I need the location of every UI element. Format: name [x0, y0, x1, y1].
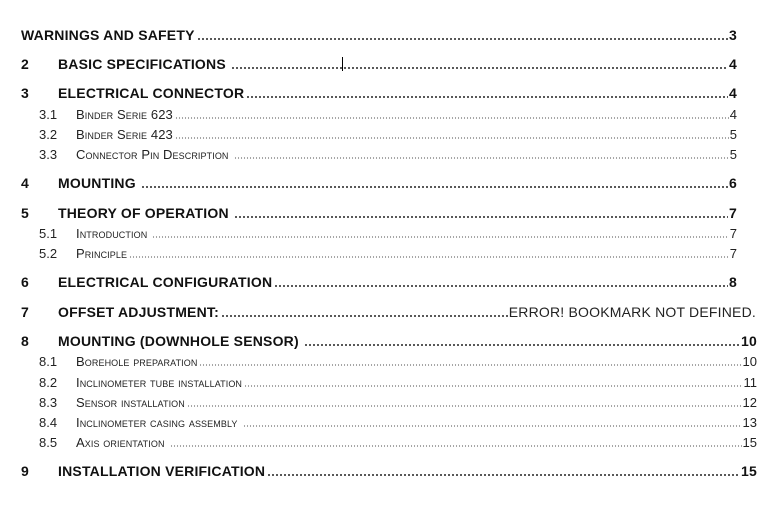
toc-entry-offset-adjustment[interactable]: [0, 302, 756, 320]
dot-leader: [170, 445, 742, 447]
toc-entry-number: 5: [21, 205, 29, 221]
toc-entry-title: WARNINGS AND SAFETY: [21, 27, 195, 43]
dot-leader: [141, 186, 728, 188]
toc-entry-page: 4: [729, 56, 737, 72]
toc-entry-number: 8: [21, 333, 29, 349]
toc-entry-sensor-installation[interactable]: [0, 392, 757, 410]
toc-entry-number: 6: [21, 274, 29, 290]
toc-entry-title: Sensor installation: [76, 395, 185, 410]
toc-entry-page: 3: [729, 27, 737, 43]
toc-entry-inclinometer-tube-installation[interactable]: [0, 372, 757, 390]
dot-leader: [234, 157, 729, 159]
toc-entry-number: 8.4: [39, 415, 58, 430]
toc-entry-title: Inclinometer tube installation: [76, 375, 243, 390]
toc-entry-title: Binder Serie 623: [76, 107, 173, 122]
dot-leader: [267, 474, 740, 476]
toc-entry-title: Binder Serie 423: [76, 127, 173, 142]
toc-entry-title: BASIC SPECIFICATIONS: [58, 56, 226, 72]
toc-entry-number: 8.3: [39, 395, 58, 410]
toc-entry-title: Borehole preparation: [76, 354, 198, 369]
bookmark-error-text: ERROR! BOOKMARK NOT DEFINED.: [508, 304, 756, 320]
toc-entry-title: Inclinometer casing assembly: [76, 415, 238, 430]
dot-leader: [152, 236, 728, 238]
toc-entry-electrical-configuration[interactable]: [0, 272, 737, 290]
dot-leader: [231, 67, 728, 69]
text-cursor: [342, 57, 343, 71]
toc-entry-mounting[interactable]: [0, 173, 737, 191]
dot-leader: [175, 137, 729, 139]
dot-leader: [129, 256, 729, 258]
toc-entry-title: ELECTRICAL CONFIGURATION: [58, 274, 273, 290]
toc-entry-title: MOUNTING (DOWNHOLE SENSOR): [58, 333, 299, 349]
toc-entry-page: 5: [729, 127, 737, 142]
toc-entry-number: 3.1: [39, 107, 58, 122]
toc-entry-number: 8.5: [39, 435, 58, 450]
dot-leader: [221, 315, 508, 317]
toc-entry-title: ELECTRICAL CONNECTOR: [58, 85, 245, 101]
toc-entry-title: Axis orientation: [76, 435, 165, 450]
toc-entry-electrical-connector[interactable]: [0, 83, 737, 101]
toc-entry-number: 3.3: [39, 147, 58, 162]
toc-entry-mounting-downhole-sensor[interactable]: [0, 331, 757, 349]
dot-leader: [187, 405, 742, 407]
toc-entry-number: 8.1: [39, 354, 58, 369]
toc-entry-title: MOUNTING: [58, 175, 136, 191]
toc-entry-title: OFFSET ADJUSTMENT:: [58, 304, 219, 320]
toc-entry-page: 13: [742, 415, 757, 430]
dot-leader: [244, 385, 742, 387]
toc-entry-page: 15: [742, 435, 757, 450]
dot-leader: [175, 117, 729, 119]
toc-entry-title: INSTALLATION VERIFICATION: [58, 463, 266, 479]
toc-entry-axis-orientation[interactable]: [0, 432, 757, 450]
toc-entry-title: Introduction: [76, 226, 148, 241]
dot-leader: [274, 285, 728, 287]
toc-entry-title: Principle: [76, 246, 128, 261]
toc-entry-page: 15: [741, 463, 757, 479]
toc-entry-page: 7: [729, 226, 737, 241]
toc-entry-theory-of-operation[interactable]: [0, 203, 737, 221]
toc-entry-page: 6: [729, 175, 737, 191]
dot-leader: [304, 344, 740, 346]
dot-leader: [246, 96, 728, 98]
toc-entry-binder-serie-623[interactable]: [0, 104, 737, 122]
dot-leader: [197, 38, 728, 40]
toc-entry-number: 4: [21, 175, 29, 191]
toc-entry-number: 3.2: [39, 127, 58, 142]
toc-entry-number: 5.2: [39, 246, 58, 261]
toc-entry-page: 4: [729, 107, 737, 122]
toc-entry-page: 7: [729, 205, 737, 221]
toc-entry-warnings-and-safety[interactable]: [0, 25, 737, 43]
dot-leader: [243, 425, 742, 427]
toc-entry-number: 7: [21, 304, 29, 320]
toc-entry-page: 4: [729, 85, 737, 101]
toc-entry-borehole-preparation[interactable]: [0, 351, 757, 369]
dot-leader: [234, 216, 728, 218]
dot-leader: [199, 364, 741, 366]
toc-entry-number: 9: [21, 463, 29, 479]
toc-entry-number: 2: [21, 56, 29, 72]
toc-entry-principle[interactable]: [0, 243, 737, 261]
toc-entry-page: 12: [742, 395, 757, 410]
toc-entry-installation-verification[interactable]: [0, 461, 757, 479]
toc-entry-page: 5: [729, 147, 737, 162]
toc-entry-binder-serie-423[interactable]: [0, 124, 737, 142]
toc-entry-page: 7: [729, 246, 737, 261]
toc-entry-connector-pin-description[interactable]: [0, 144, 737, 162]
toc-entry-page: 10: [741, 333, 757, 349]
toc-entry-title: THEORY OF OPERATION: [58, 205, 229, 221]
toc-entry-number: 5.1: [39, 226, 58, 241]
toc-entry-number: 8.2: [39, 375, 58, 390]
toc-entry-basic-specifications[interactable]: [0, 54, 737, 72]
toc-entry-number: 3: [21, 85, 29, 101]
toc-entry-page: 8: [729, 274, 737, 290]
toc-entry-title: Connector Pin Description: [76, 147, 229, 162]
toc-entry-inclinometer-casing-assembly[interactable]: [0, 412, 757, 430]
toc-entry-page: 10: [742, 354, 757, 369]
toc-entry-page: 11: [743, 375, 757, 390]
toc-entry-introduction[interactable]: [0, 223, 737, 241]
